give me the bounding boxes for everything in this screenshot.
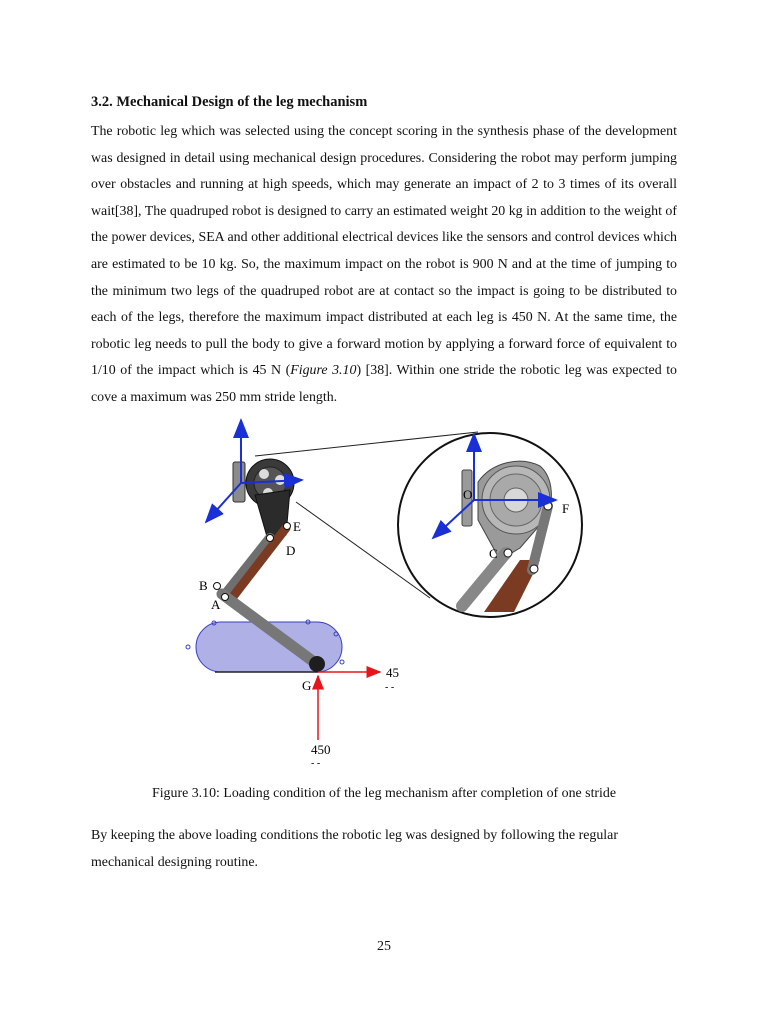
leg-mechanism-figure: [0, 400, 768, 780]
foot-g: [309, 656, 325, 672]
label-a: A: [211, 597, 221, 612]
paragraph-2: By keeping the above loading conditions the robotic leg was designed by following the regular mechanical designing routine.: [91, 828, 618, 870]
label-e: E: [293, 519, 301, 534]
upper-link-back: [232, 528, 286, 598]
horizontal-force-value: 45: [386, 665, 399, 680]
label-d: D: [286, 543, 296, 558]
joint-a: [222, 594, 229, 601]
upper-link-front: [224, 538, 270, 596]
joint-e: [284, 523, 291, 530]
figure-reference: Figure 3.10: [290, 363, 357, 379]
label-c: C: [489, 546, 498, 561]
paragraph-1: [91, 119, 677, 412]
vertical-force-unit: - -: [311, 758, 321, 769]
page-number: 25: [377, 939, 391, 954]
figure-caption: Figure 3.10: Loading condition of the leg mechanism after completion of one stride: [151, 786, 617, 801]
joint-d: [267, 535, 274, 542]
joint-b: [214, 583, 221, 590]
label-f: F: [562, 501, 570, 516]
label-b: B: [199, 578, 208, 593]
vertical-force-value: 450: [311, 742, 331, 757]
figure-svg: [0, 400, 768, 780]
paragraph-1-text: The robotic leg which was selected using the concept scoring in the synthesis phase of the development was designed in detail using mechanical design procedures. Considering the robot may perform jumping over obstacles and running at high speeds, which may generate an impact of 2 to 3 times of its overall wait[38], The quadruped robot is designed to carry an estimated weight 20 kg in addition to the weight of the power devices, SEA and other additional electrical devices like the sensors and control devices which are estimated to be 10 kg. So, the maximum impact on the robot is 900 N and at the time of jumping to the minimum two legs of the quadruped robot are at contact so the impact is going to be distributed to each of the legs, therefore the maximum impact distributed at each leg is 450 N. At the same time, the robotic leg needs to pull the body to give a forward motion by applying a forward force of equivalent to 1/10 of the impact which is 45 N (: [91, 124, 677, 379]
label-g: G: [302, 678, 312, 693]
horizontal-force-unit: - -: [385, 682, 395, 693]
section-heading: 3.2. Mechanical Design of the leg mechanism: [91, 94, 368, 110]
paragraph-1-text-end: ) [38]. Within one stride the robotic leg was expected to cove a maximum was 250 mm stride length.: [91, 363, 677, 405]
label-o: O: [463, 487, 473, 502]
